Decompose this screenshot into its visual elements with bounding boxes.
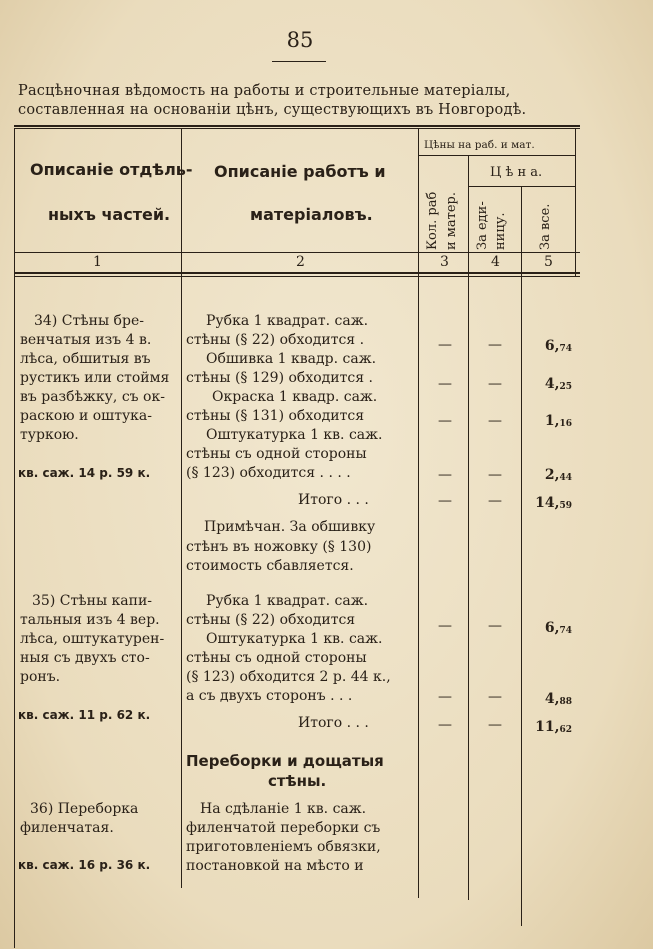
work-line: На сдѣланіе 1 кв. саж. xyxy=(200,801,367,817)
desc-line: туркою. xyxy=(20,427,79,443)
work-line: стѣны (§ 131) обходится xyxy=(186,408,365,424)
price-grand-total: $11,_{62}$ xyxy=(535,719,572,735)
desc-line: лѣса, оштукатурен- xyxy=(20,631,165,647)
section-36-desc-line-1: 36) Переборка xyxy=(30,801,139,817)
note-line: стѣнъ въ ножовку (§ 130) xyxy=(186,539,372,555)
work-line: (§ 123) обходится . . . . xyxy=(186,465,351,481)
desc-line: ронъ. xyxy=(20,669,61,685)
unit-dash: — xyxy=(488,689,502,705)
price-grand-total: $14,_{59}$ xyxy=(535,495,572,511)
header-col4-vertical-2: ницу. xyxy=(493,212,508,250)
col-number-4: 4 xyxy=(491,254,500,270)
col-divider-2-3 xyxy=(418,128,419,898)
header-col3-vertical-2: и матер. xyxy=(444,192,459,250)
section-34-unit-price: кв. саж. 14 р. 59 к. xyxy=(18,466,151,480)
desc-line: въ разбѣжку, съ ок- xyxy=(20,389,165,405)
desc-line: тальныя изъ 4 вер. xyxy=(20,612,160,628)
header-price-label: Ц ѣ н а. xyxy=(490,165,543,180)
note-line: стоимость сбавляется. xyxy=(186,558,354,574)
unit-dash: — xyxy=(488,413,502,429)
work-line: (§ 123) обходится 2 р. 44 к., xyxy=(186,669,391,685)
title-line-1: Расцѣночная вѣдомость на работы и строительные матеріалы, xyxy=(18,83,511,99)
table-top-rule-2 xyxy=(14,128,580,129)
section-36-desc-line-2: филенчатая. xyxy=(20,820,114,836)
qty-dash: — xyxy=(438,618,452,634)
price-total: $4,_{88}$ xyxy=(544,691,572,707)
unit-dash: — xyxy=(488,618,502,634)
work-line: стѣны съ одной стороны xyxy=(186,650,367,666)
desc-line: раскою и оштука- xyxy=(20,408,153,424)
price-total: $2,_{44}$ xyxy=(544,467,572,483)
qty-dash: — xyxy=(438,689,452,705)
qty-dash: — xyxy=(438,413,452,429)
header-prices-top: Цѣны на раб. и мат. xyxy=(424,139,535,151)
col-number-2: 2 xyxy=(296,254,305,270)
table-left-border xyxy=(14,128,15,948)
header-col2-line1: Описаніе работъ и xyxy=(214,162,386,181)
price-total: $4,_{25}$ xyxy=(544,376,572,392)
price-total: $6,_{74}$ xyxy=(544,620,572,636)
work-line: Оштукатурка 1 кв. саж. xyxy=(206,427,383,443)
document-title xyxy=(18,82,526,120)
col-divider-4-5 xyxy=(521,186,522,926)
price-total: $6,_{74}$ xyxy=(544,338,572,354)
price-header-rule xyxy=(469,186,575,187)
work-line: Рубка 1 квадрат. саж. xyxy=(206,593,369,609)
header-col4-vertical-1: За еди- xyxy=(475,201,490,250)
col-number-5: 5 xyxy=(544,254,553,270)
work-line: приготовленіемъ обвязки, xyxy=(186,839,381,855)
prices-header-rule xyxy=(419,155,576,156)
work-line: стѣны (§ 22) обходится xyxy=(186,612,356,628)
work-line: постановкой на мѣсто и xyxy=(186,858,364,874)
qty-dash: — xyxy=(438,493,452,509)
work-line: Оштукатурка 1 кв. саж. xyxy=(206,631,383,647)
work-line: филенчатой переборки съ xyxy=(186,820,381,836)
section-36-unit-price: кв. саж. 16 р. 36 к. xyxy=(18,858,151,872)
colnum-bottom-rule xyxy=(14,272,580,274)
desc-line: лѣса, обшитыя въ xyxy=(20,351,151,367)
col-divider-3-4 xyxy=(468,155,469,900)
header-col2-line2: матеріаловъ. xyxy=(250,205,373,224)
work-line: Окраска 1 квадр. саж. xyxy=(212,389,378,405)
section-34-total-label: Итого . . . xyxy=(298,492,369,508)
table-right-border xyxy=(575,128,576,276)
header-col1-line1: Описаніе отдѣль- xyxy=(30,160,193,179)
header-col5-vertical: За все. xyxy=(538,203,553,250)
unit-dash: — xyxy=(488,493,502,509)
subheading-line-1: Переборки и дощатыя xyxy=(186,752,384,770)
price-total: $1,_{16}$ xyxy=(544,413,572,429)
col-divider-1-2 xyxy=(181,128,182,888)
work-line: Рубка 1 квадрат. саж. xyxy=(206,313,369,329)
qty-dash: — xyxy=(438,467,452,483)
header-col3-vertical-1: Кол. раб xyxy=(425,191,440,250)
unit-dash: — xyxy=(488,717,502,733)
work-line: а съ двухъ сторонъ . . . xyxy=(186,688,353,704)
unit-dash: — xyxy=(488,376,502,392)
desc-line: 35) Стѣны капи- xyxy=(32,593,153,609)
section-35-total-label: Итого . . . xyxy=(298,715,369,731)
header-col1-line2: ныхъ частей. xyxy=(48,205,171,224)
note-line: Примѣчан. За обшивку xyxy=(204,519,376,535)
unit-dash: — xyxy=(488,337,502,353)
page-number-rule xyxy=(272,61,326,62)
colnum-bottom-rule-2 xyxy=(14,276,580,277)
desc-line: 34) Стѣны бре- xyxy=(34,313,144,329)
qty-dash: — xyxy=(438,376,452,392)
desc-line: венчатыя изъ 4 в. xyxy=(20,332,152,348)
page-number: 85 xyxy=(286,28,314,52)
section-35-unit-price: кв. саж. 11 р. 62 к. xyxy=(18,708,151,722)
desc-line: рустикъ или стоймя xyxy=(20,370,170,386)
table-top-rule xyxy=(14,125,580,127)
qty-dash: — xyxy=(438,717,452,733)
col-number-1: 1 xyxy=(93,254,102,270)
title-line-2: составленная на основаніи цѣнъ, существующихъ въ Новгородѣ. xyxy=(18,102,527,118)
qty-dash: — xyxy=(438,337,452,353)
unit-dash: — xyxy=(488,467,502,483)
work-line: Обшивка 1 квадр. саж. xyxy=(206,351,377,367)
work-line: стѣны съ одной стороны xyxy=(186,446,367,462)
desc-line: ныя съ двухъ сто- xyxy=(20,650,150,666)
subheading-line-2: стѣны. xyxy=(268,772,327,790)
work-line: стѣны (§ 22) обходится . xyxy=(186,332,365,348)
col-number-3: 3 xyxy=(440,254,449,270)
work-line: стѣны (§ 129) обходится . xyxy=(186,370,373,386)
